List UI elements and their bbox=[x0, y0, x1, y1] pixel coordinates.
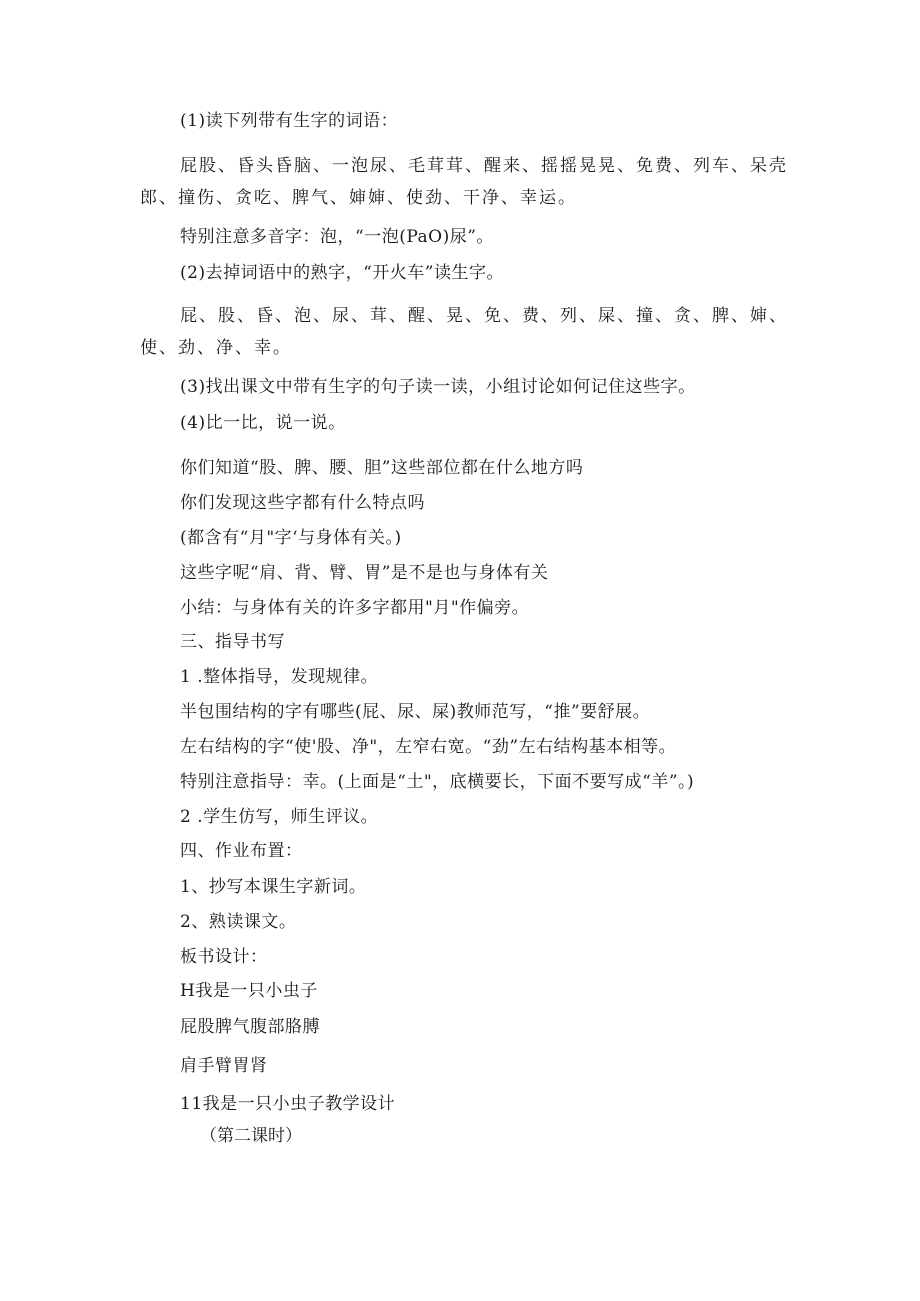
new-characters: 屁、股、昏、泡、尿、茸、醒、晃、免、费、列、屎、撞、贪、脾、婶、使、劲、净、幸。 bbox=[140, 306, 788, 358]
homework-1: 1、抄写本课生字新词。 bbox=[180, 877, 367, 897]
polyphone-note: 特别注意多音字：泡，“一泡(PaO)尿”。 bbox=[180, 227, 494, 247]
step-2-heading: (2)去掉词语中的熟字，“开火车”读生字。 bbox=[180, 263, 504, 283]
section-3-heading: 三、指导书写 bbox=[180, 632, 285, 652]
lesson-title: 11我是一只小虫子教学设计 bbox=[180, 1094, 396, 1114]
step-4-heading: (4)比一比，说一说。 bbox=[180, 413, 346, 433]
guide-special: 特别注意指导：幸。(上面是“土"，底横要长，下面不要写成“羊”。) bbox=[180, 772, 695, 792]
guide-1: 1 .整体指导，发现规律。 bbox=[180, 667, 379, 687]
vocabulary-words: 屁股、昏头昏脑、一泡尿、毛茸茸、醒来、摇摇晃晃、免费、列车、呆壳郎、撞伤、贪吃、脾气、婶婶、使劲、干净、幸运。 bbox=[140, 156, 788, 208]
guide-2: 2 .学生仿写，师生评议。 bbox=[180, 807, 379, 827]
question-1: 你们知道“股、脾、腰、胆”这些部位都在什么地方吗 bbox=[180, 458, 584, 478]
board-row-2: 肩手臂胃肾 bbox=[180, 1056, 268, 1076]
step-3-heading: (3)找出课文中带有生字的句子读一读，小组讨论如何记住这些字。 bbox=[180, 377, 696, 397]
step-1-heading: (1)读下列带有生字的词语： bbox=[180, 111, 399, 131]
lesson-subtitle: （第二课时） bbox=[200, 1126, 302, 1146]
homework-2: 2、熟读课文。 bbox=[180, 912, 297, 932]
guide-left-right: 左右结构的字“使'股、净"，左窄右宽。“劲”左右结构基本相等。 bbox=[180, 737, 677, 757]
board-title: H我是一只小虫子 bbox=[180, 981, 318, 1001]
board-row-1: 屁股脾气腹部胳膊 bbox=[180, 1017, 320, 1037]
board-design-heading: 板书设计： bbox=[180, 947, 268, 967]
question-2: 你们发现这些字都有什么特点吗 bbox=[180, 493, 425, 513]
section-4-heading: 四、作业布置： bbox=[180, 841, 303, 861]
summary: 小结：与身体有关的许多字都用"月"作偏旁。 bbox=[180, 598, 530, 618]
question-3: 这些字呢“肩、背、臂、胃”是不是也与身体有关 bbox=[180, 563, 549, 583]
guide-semi-enclosed: 半包围结构的字有哪些(屁、尿、屎)教师范写，“推”要舒展。 bbox=[180, 702, 651, 722]
answer-note: (都含有“月"字‘与身体有关。) bbox=[180, 528, 402, 548]
